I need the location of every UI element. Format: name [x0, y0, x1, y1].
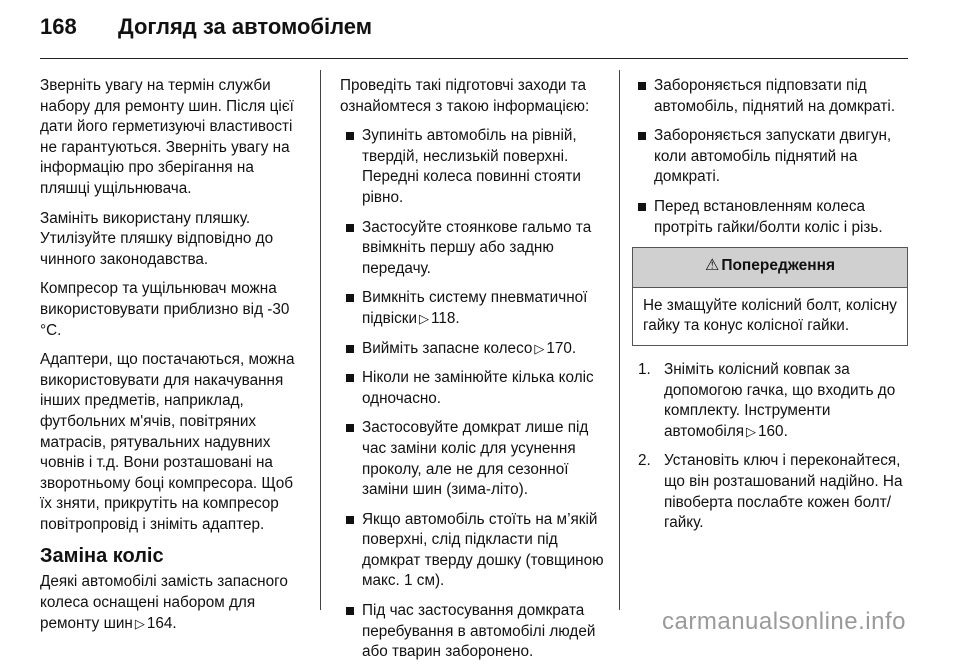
page-reference-link[interactable]: 118. [431, 309, 460, 327]
triangle-arrow-icon: ▷ [746, 423, 757, 439]
list-item: Застосуйте стоянкове гальмо та ввімкніть першу або задню передачу. [344, 218, 608, 280]
list-item: 2. Установіть ключ і переконайтеся, що він розташований надійно. На півоберта послабте кожен болт/гайку. [638, 452, 903, 532]
column-right [632, 76, 908, 543]
triangle-arrow-icon: ▷ [134, 615, 145, 631]
paragraph: Адаптери, що постачаються, можна використовувати для накачування інших предметів, наприклад, футбольних м'ячів, повітряних матрасів, рятувальних надувних човнів і т.д. Вони розташовані на зворотньому боці компресора. Щоб їх зняти, прикрутіть на компресор повітропровід і зніміть адаптер. [40, 351, 295, 533]
list-item: Застосовуйте домкрат лише під час заміни коліс для усунення проколу, але не для сезонної заміни шин (зима-літо). [344, 418, 608, 500]
column-divider [320, 70, 321, 610]
list-item: 1. Зніміть колісний ковпак за допомогою гачка, що входить до комплекту. Інструменти автомобіля ▷ 160. [638, 360, 896, 440]
list-item: Зупиніть автомобіль на рівній, твердій, неслизькій поверхні. Передні колеса повинні стояти рівно. [344, 126, 608, 208]
triangle-arrow-icon: ▷ [419, 310, 430, 326]
column-divider [619, 70, 620, 610]
list-item: Вийміть запасне колесо ▷ 170. [344, 339, 608, 360]
warning-body: Не змащуйте колісний болт, колісну гайку та конус колісної гайки. [643, 296, 897, 335]
paragraph: Замініть використану пляшку. Утилізуйте пляшку відповідно до чинного законодавства. [40, 209, 274, 268]
warning-header [633, 248, 907, 288]
column-left [40, 76, 308, 643]
list-item: Перед встановленням колеса протріть гайки/болти коліс і різь. [636, 197, 908, 238]
bullet-list [632, 76, 908, 238]
page-number: 168 [40, 14, 77, 39]
paragraph: Деякі автомобілі замість запасного колеса оснащені набором для ремонту шин ▷ 164. [40, 573, 288, 632]
page-reference-link[interactable]: 170. [546, 339, 577, 357]
section-heading: Заміна коліс [40, 545, 164, 568]
page-reference-link[interactable]: 160. [758, 422, 788, 440]
paragraph: Компресор та ущільнювач можна використовувати приблизно від -30 °C. [40, 280, 290, 339]
list-item: Забороняється запускати двигун, коли автомобіль піднятий на домкраті. [636, 126, 908, 188]
page-header [40, 14, 372, 50]
paragraph: Зверніть увагу на термін служби набору для ремонту шин. Після цієї дати його герметизуючі властивості не гарантуються. Зверніть увагу на інформацію про зберігання на пляшці ущільнювача. [40, 77, 294, 197]
list-item: Вимкніть систему пневматичної підвіски ▷ 118. [344, 288, 608, 329]
warning-box [632, 247, 908, 346]
column-middle [340, 76, 608, 672]
list-item: Під час застосування домкрата перебування в автомобілі людей або тварин заборонено. [344, 601, 608, 663]
list-item: Якщо автомобіль стоїть на м’якій поверхні, слід підкласти під домкрат тверду дошку (товщиною макс. 1 см). [344, 510, 608, 592]
warning-title: Попередження [721, 257, 836, 275]
numbered-list [632, 360, 908, 534]
bullet-list [340, 126, 608, 663]
watermark: carmanualsonline.info [662, 608, 906, 635]
paragraph: Проведіть такі підготовчі заходи та ознайомтеся з такою інформацією: [340, 77, 590, 115]
header-rule [40, 58, 908, 59]
list-item: Забороняється підповзати під автомобіль, піднятий на домкраті. [636, 76, 908, 117]
warning-triangle-icon: ⚠ [704, 257, 720, 275]
page-reference-link[interactable]: 164. [146, 614, 177, 632]
list-item: Ніколи не замінюйте кілька коліс одночасно. [344, 368, 608, 409]
triangle-arrow-icon: ▷ [534, 340, 545, 356]
page-title: Догляд за автомобілем [118, 14, 373, 39]
